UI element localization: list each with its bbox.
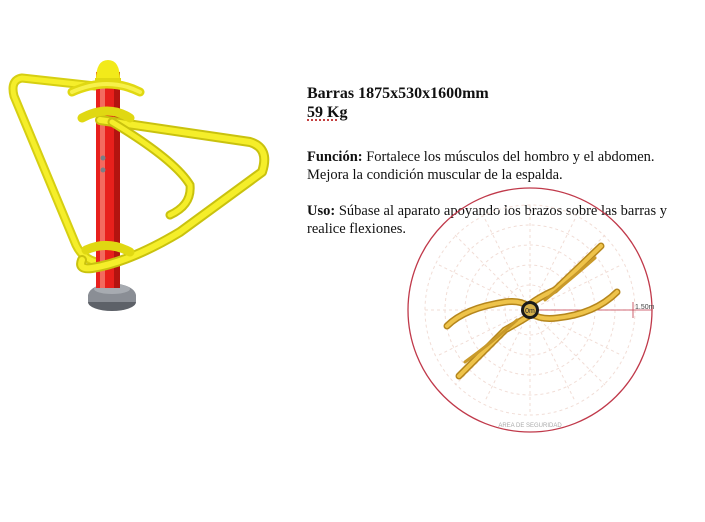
function-paragraph: [307, 148, 699, 184]
product-title: Barras 1875x530x1600mm: [307, 85, 489, 102]
product-image: [0, 0, 300, 330]
usage-text: Súbase al aparato apoyando los brazos sobre las barras y realice flexiones.: [307, 203, 667, 237]
product-header: [307, 84, 489, 122]
bar-back: [13, 78, 96, 262]
safety-area-diagram: [395, 180, 675, 440]
function-text: Fortalece los músculos del hombro y el abdomen. Mejora la condición muscular de la espalda.: [307, 149, 655, 183]
radius-label: 1.50m: [635, 304, 655, 311]
function-label: Función:: [307, 149, 363, 165]
product-weight: 59 Kg: [307, 104, 348, 121]
safety-area-label: AREA DE SEGURIDAD: [498, 423, 562, 429]
center-label: 0m: [525, 308, 535, 315]
usage-label: Uso:: [307, 203, 336, 219]
